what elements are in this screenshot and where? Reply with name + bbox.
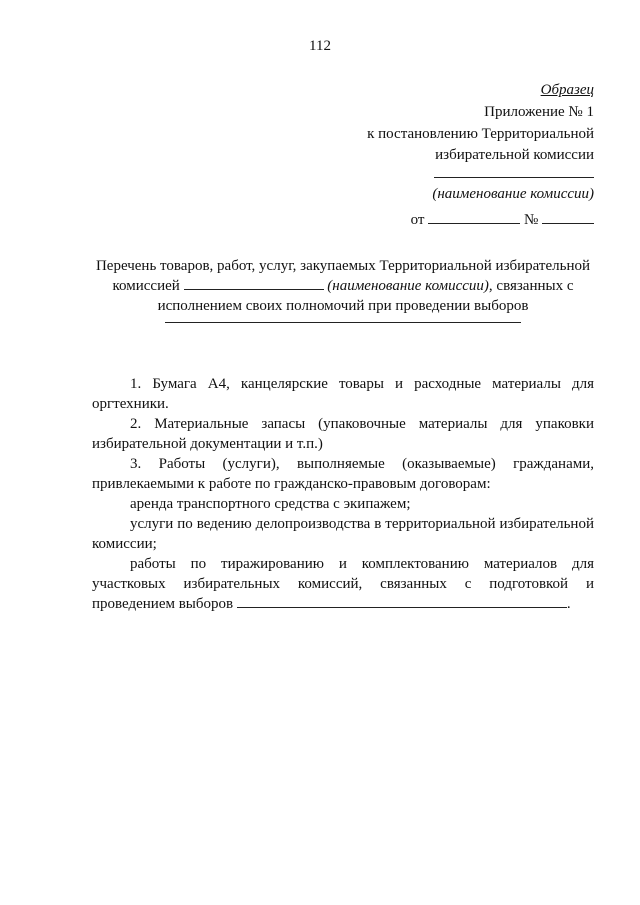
list-item: 1. Бумага А4, канцелярские товары и расходные материалы для оргтехники. [92,376,594,412]
from-label: от [410,212,425,228]
title-line-1: Перечень товаров, работ, услуг, закупаемых Территориальной избирательной [95,258,591,274]
resolution-line-2: избирательной комиссии [435,147,594,163]
list-item: услуги по ведению делопроизводства в территориальной избирательной комиссии; [92,516,594,552]
date-number-row [411,210,594,229]
title-underline [165,322,521,323]
title-line-3: исполнением своих полномочий при проведении выборов [157,298,529,314]
title-line-2 [92,276,594,296]
list-item: 2. Материальные запасы (упаковочные материалы для упаковки избирательной документации и т.п.) [92,416,594,452]
title-commission-word: комиссией [112,278,180,294]
title-commission-hint: (наименование комиссии) [327,278,489,294]
title-commission-blank [184,276,324,290]
number-blank [542,210,594,224]
list-item-last [92,554,594,614]
page-number: 112 [309,38,331,54]
appendix-label: Приложение № 1 [484,104,594,120]
list-item: 3. Работы (услуги), выполняемые (оказываемые) гражданами, привлекаемыми к работе по гражданско-правовым договорам: [92,456,594,492]
sample-label: Образец [540,82,594,98]
list-item: аренда транспортного средства с экипажем; [130,496,411,512]
last-item-text: работы по тиражированию и комплектованию материалов для участковых избирательных комиссий, связанных с подготовкой и проведением выборов [92,556,594,612]
resolution-line-1: к постановлению Территориальной [367,126,594,142]
final-period: . [566,596,571,612]
number-label: № [523,212,539,228]
commission-name-blank [434,177,594,178]
document-title [92,256,594,316]
items-list [92,374,594,614]
commission-name-hint: (наименование комиссии) [432,186,594,202]
title-line-2-tail: , связанных с [488,278,574,294]
date-blank [428,210,520,224]
last-item-blank [237,594,567,608]
